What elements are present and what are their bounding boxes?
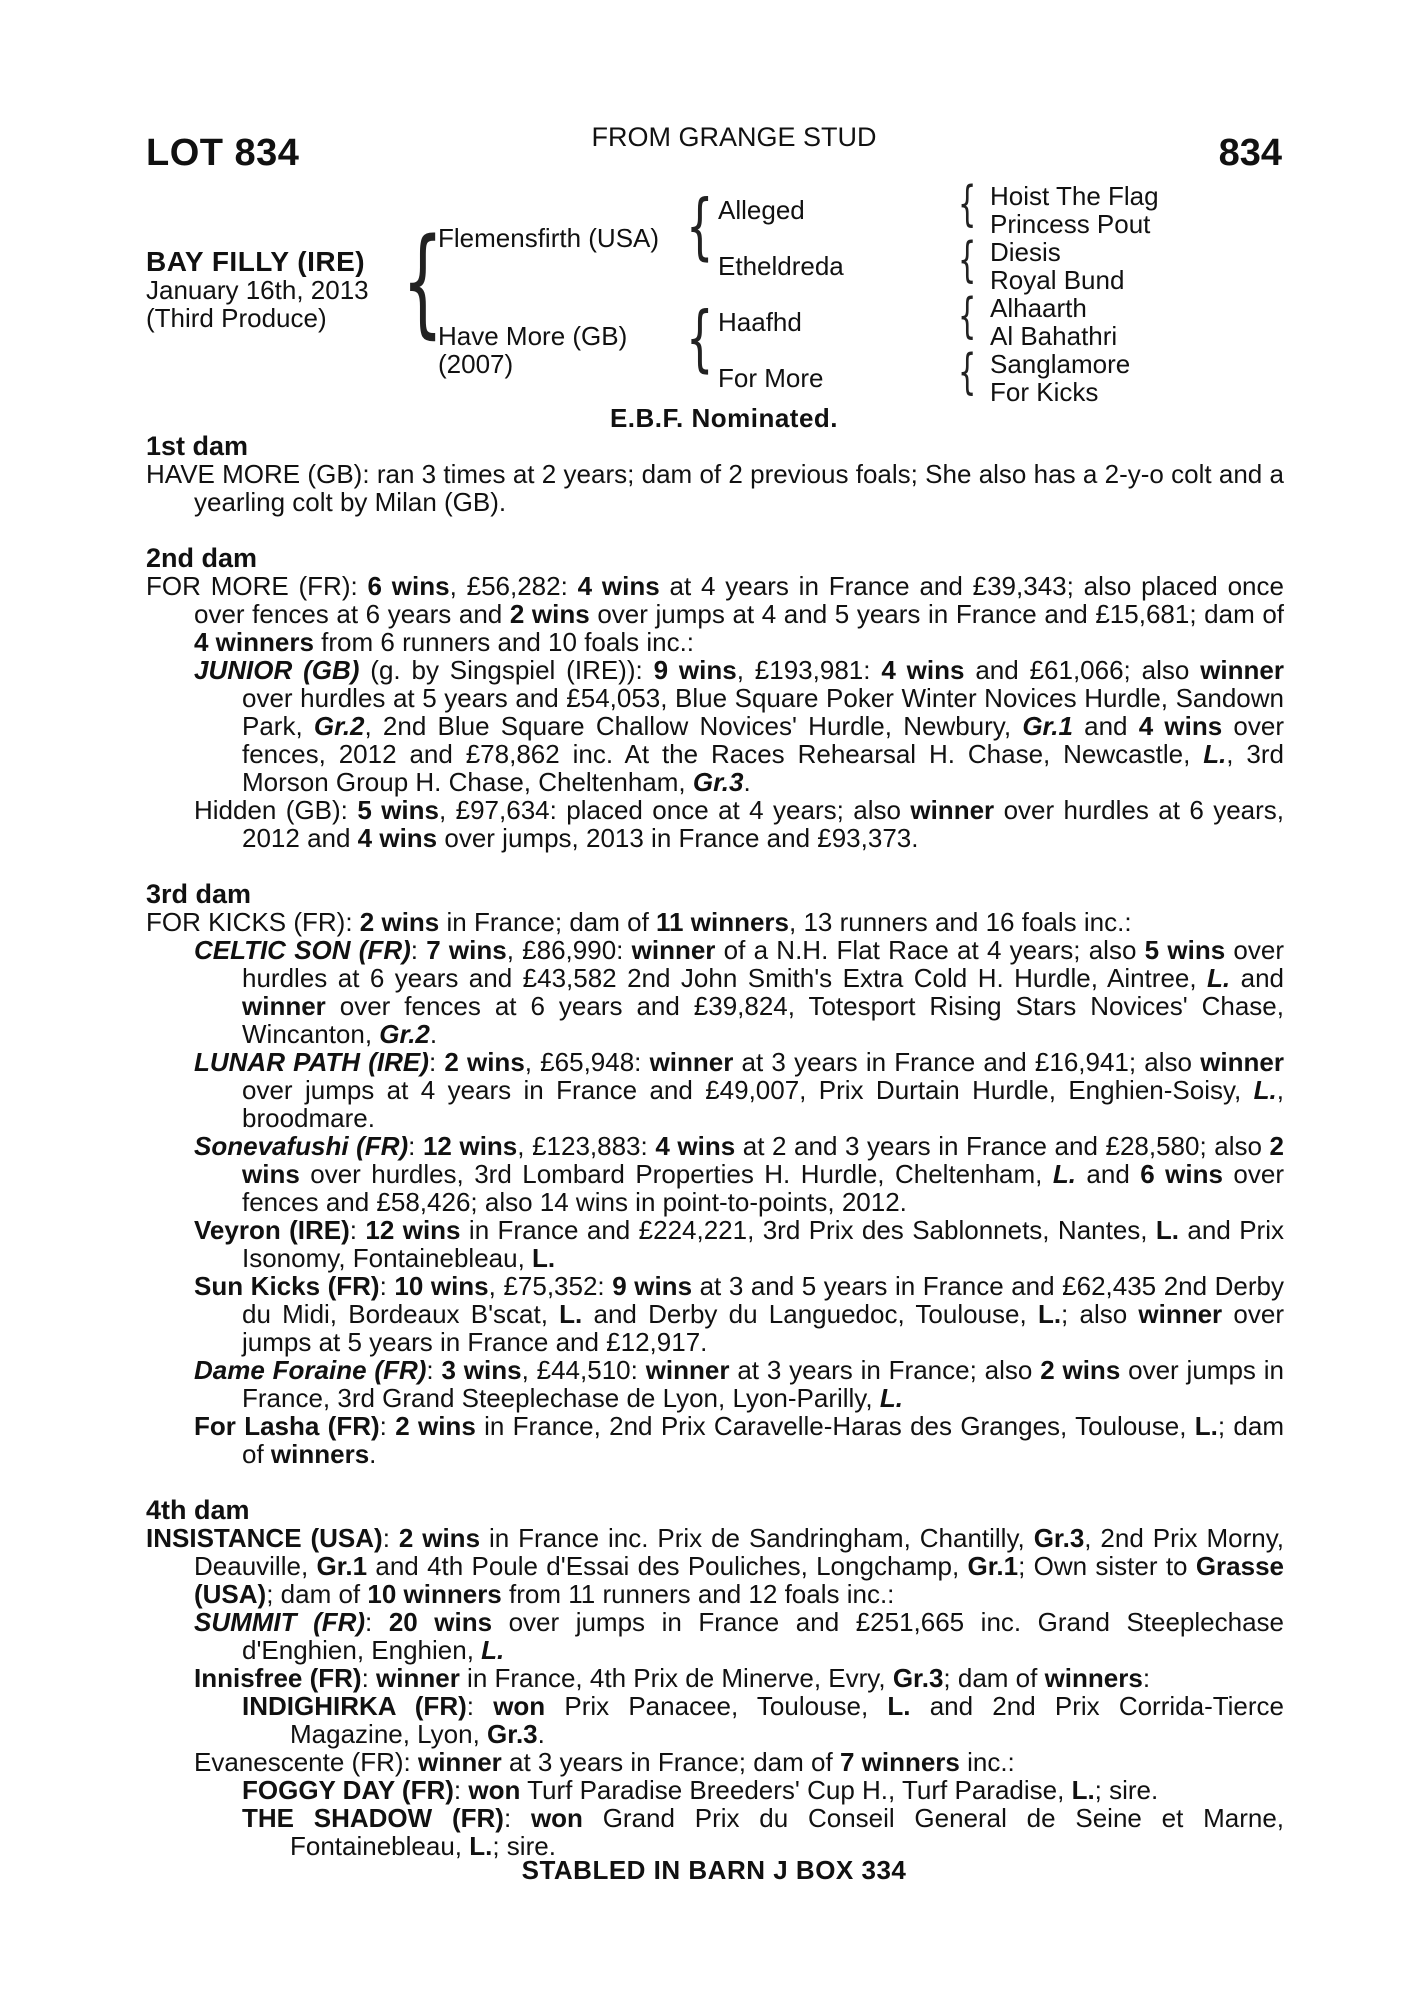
pedigree-brace-g1: { <box>958 176 977 232</box>
horse-description <box>146 248 369 332</box>
produce-entry: Sonevafushi (FR): 12 wins, £123,883: 4 wins at 2 and 3 years in France and £28,580; also 2 wins over hurdles, 3rd Lombard Properties H. Hurdle, Cheltenham, L. and 6 wins over fences and £58,426; also 14 wins in point-to-points, 2012. <box>194 1131 1285 1217</box>
produce-entry: CELTIC SON (FR): 7 wins, £86,990: winner of a N.H. Flat Race at 4 years; also 5 wins over hurdles at 6 years and £43,582 2nd John Smith's Extra Cold H. Hurdle, Aintree, L. and winner over fences at 6 years and £39,824, Totesport Rising Stars Novices' Chase, Wincanton, Gr.2. <box>194 935 1284 1049</box>
produce-entry: INDIGHIRKA (FR): won Prix Panacee, Toulouse, L. and 2nd Prix Corrida-Tierce Magazine, Lyon, Gr.3. <box>242 1691 1285 1749</box>
pedigree-sire: Flemensfirth (USA) <box>438 223 660 253</box>
dam-entry: INSISTANCE (USA): 2 wins in France inc. Prix de Sandringham, Chantilly, Gr.3, 2nd Prix Morny, Deauville, Gr.1 and 4th Poule d'Essai des Pouliches, Longchamp, Gr.1; Own sister to Grasse (USA); dam of 10 winners from 11 runners and 12 foals inc.: <box>146 1523 1284 1609</box>
pedigree-g7: Sanglamore <box>990 349 1131 379</box>
produce-entry: Sun Kicks (FR): 10 wins, £75,352: 9 wins at 3 and 5 years in France and £62,435 2nd Derby du Midi, Bordeaux B'scat, L. and Derby du Languedoc, Toulouse, L.; also winner over jumps at 5 years in France and £12,917. <box>194 1271 1284 1357</box>
horse-foaled: January 16th, 2013 <box>146 275 369 305</box>
dam-entry: FOR KICKS (FR): 2 wins in France; dam of 11 winners, 13 runners and 16 foals inc.: <box>146 907 1132 937</box>
pedigree-dam-year: (2007) <box>438 349 514 379</box>
produce-entry: JUNIOR (GB) (g. by Singspiel (IRE)): 9 wins, £193,981: 4 wins and £61,066; also winner over hurdles at 5 years and £54,053, Blue Square Poker Winter Novices Hurdle, Sandown Park, Gr.2, 2nd Blue Square Challow Novices' Hurdle, Newbury, Gr.1 and 4 wins over fences, 2012 and £78,862 inc. At the Races Rehearsal H. Chase, Newcastle, L., 3rd Morson Group H. Chase, Cheltenham, Gr.3. <box>194 655 1284 797</box>
produce-entry: Hidden (GB): 5 wins, £97,634: placed once at 4 years; also winner over hurdles at 6 years, 2012 and 4 wins over jumps, 2013 in France and £93,373. <box>194 795 1285 853</box>
pedigree-g4: Royal Bund <box>990 265 1125 295</box>
produce-entry: For Lasha (FR): 2 wins in France, 2nd Prix Caravelle-Haras des Granges, Toulouse, L.; dam of winners. <box>194 1411 1284 1469</box>
pedigree-g5: Alhaarth <box>990 293 1087 323</box>
horse-produce: (Third Produce) <box>146 303 327 333</box>
pedigree-sire-sire: Alleged <box>718 195 805 225</box>
horse-name: BAY FILLY (IRE) <box>146 246 366 277</box>
stabling-info: STABLED IN BARN J BOX 334 <box>521 1855 907 1885</box>
pedigree-brace-dam: { <box>686 296 714 380</box>
ebf-nominated: E.B.F. Nominated. <box>609 403 839 433</box>
catalogue-body <box>146 432 1284 1860</box>
produce-entry: SUMMIT (FR): 20 wins over jumps in France and £251,665 inc. Grand Steeplechase d'Enghien, Enghien, L. <box>194 1607 1285 1665</box>
produce-entry: Dame Foraine (FR): 3 wins, £44,510: winner at 3 years in France; also 2 wins over jumps in France, 3rd Grand Steeplechase de Lyon, Lyon-Parilly, L. <box>194 1355 1284 1413</box>
dam-entry: HAVE MORE (GB): ran 3 times at 2 years; dam of 2 previous foals; She also has a 2-y-o colt and a yearling colt by Milan (GB). <box>146 459 1284 517</box>
pedigree-brace-main: { <box>402 212 444 350</box>
pedigree-brace-sire: { <box>686 184 714 268</box>
pedigree-dam-sire: Haafhd <box>718 307 802 337</box>
vendor-name: FROM GRANGE STUD <box>591 122 877 152</box>
pedigree-brace-g4: { <box>958 344 977 400</box>
produce-entry: Evanescente (FR): winner at 3 years in France; dam of 7 winners inc.: <box>194 1747 1015 1777</box>
section-heading: 2nd dam <box>146 543 258 573</box>
pedigree-sire-dam: Etheldreda <box>718 251 844 281</box>
section-heading: 3rd dam <box>146 879 252 909</box>
pedigree-g3: Diesis <box>990 237 1061 267</box>
pedigree-dam-dam: For More <box>718 363 824 393</box>
produce-entry: Veyron (IRE): 12 wins in France and £224,221, 3rd Prix des Sablonnets, Nantes, L. and Prix Isonomy, Fontainebleau, L. <box>194 1215 1284 1273</box>
pedigree-dam: Have More (GB) <box>438 321 628 351</box>
produce-entry: Innisfree (FR): winner in France, 4th Prix de Minerve, Evry, Gr.3; dam of winners: <box>194 1663 1151 1693</box>
produce-entry: THE SHADOW (FR): won Grand Prix du Conseil General de Seine et Marne, Fontainebleau, L.; sire. <box>242 1803 1284 1861</box>
pedigree-brace-g3: { <box>958 288 977 344</box>
section-heading: 4th dam <box>146 1495 250 1525</box>
lot-label: LOT 834 <box>146 132 300 174</box>
produce-entry: LUNAR PATH (IRE): 2 wins, £65,948: winner at 3 years in France and £16,941; also winner over jumps at 4 years in France and £49,007, Prix Durtain Hurdle, Enghien-Soisy, L., broodmare. <box>194 1047 1284 1133</box>
pedigree-g6: Al Bahathri <box>990 321 1118 351</box>
produce-entry: FOGGY DAY (FR): won Turf Paradise Breeders' Cup H., Turf Paradise, L.; sire. <box>242 1775 1159 1805</box>
dam-entry: FOR MORE (FR): 6 wins, £56,282: 4 wins at 4 years in France and £39,343; also placed once over fences at 6 years and 2 wins over jumps at 4 and 5 years in France and £15,681; dam of 4 winners from 6 runners and 10 foals inc.: <box>146 571 1285 657</box>
pedigree-g8: For Kicks <box>990 377 1099 407</box>
section-heading: 1st dam <box>146 431 249 461</box>
lot-number: 834 <box>1218 132 1282 174</box>
pedigree-g1: Hoist The Flag <box>990 181 1159 211</box>
pedigree-g2: Princess Pout <box>990 209 1151 239</box>
pedigree-brace-g2: { <box>958 232 977 288</box>
